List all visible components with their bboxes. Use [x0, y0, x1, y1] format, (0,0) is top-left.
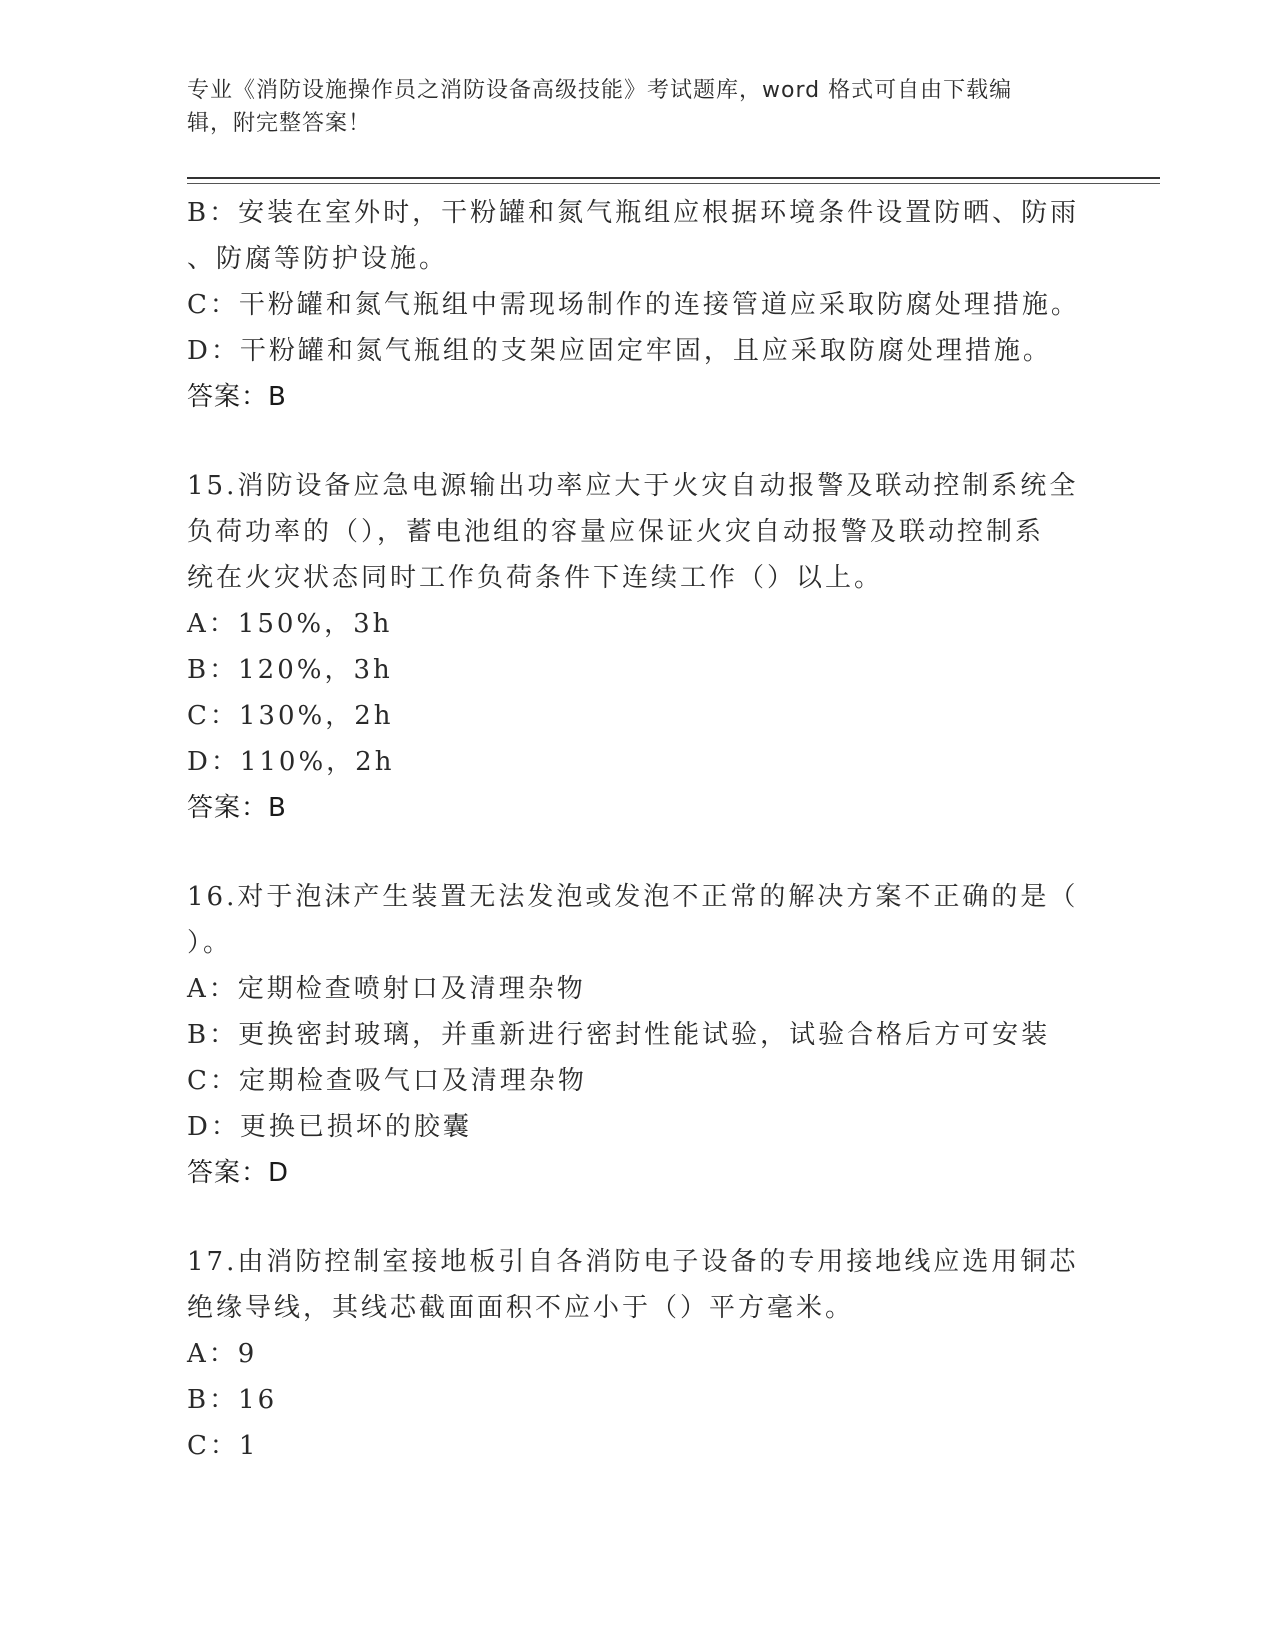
question-16 [187, 874, 1087, 1196]
header-divider-thick [187, 177, 1160, 179]
spacer [187, 1196, 1087, 1239]
option-c: C：定期检查吸气口及清理杂物 [187, 1066, 587, 1096]
spacer [187, 831, 1087, 874]
option-c: C：干粉罐和氮气瓶组中需现场制作的连接管道应采取防腐处理措施。 [187, 290, 1080, 320]
option-b-line-1: B：安装在室外时，干粉罐和氮气瓶组应根据环境条件设置防晒、防雨 [187, 198, 1080, 228]
option-a: A：150%，3h [187, 609, 393, 639]
question-stem-line-1: 15.消防设备应急电源输出功率应大于火灾自动报警及联动控制系统全 [187, 471, 1079, 501]
question-stem-line-1: 16.对于泡沫产生装置无法发泡或发泡不正常的解决方案不正确的是（ [187, 882, 1079, 912]
question-stem-line-2: 绝缘导线，其线芯截面面积不应小于（）平方毫米。 [187, 1293, 855, 1323]
option-a: A：9 [187, 1339, 258, 1369]
option-a: A：定期检查喷射口及清理杂物 [187, 974, 586, 1004]
answer: 答案：B [187, 382, 287, 412]
option-d: D：更换已损坏的胶囊 [187, 1112, 472, 1142]
spacer [187, 420, 1087, 463]
question-17 [187, 1239, 1087, 1469]
header-line-1: 专业《消防设施操作员之消防设备高级技能》考试题库，word 格式可自由下载编 [187, 78, 1013, 103]
option-d: D：干粉罐和氮气瓶组的支架应固定牢固，且应采取防腐处理措施。 [187, 336, 1052, 366]
question-stem-line-2: 负荷功率的（），蓄电池组的容量应保证火灾自动报警及联动控制系 [187, 517, 1045, 547]
option-b-line-2: 、防腐等防护设施。 [187, 244, 449, 274]
question-14 [187, 190, 1087, 420]
question-stem-line-3: 统在火灾状态同时工作负荷条件下连续工作（）以上。 [187, 563, 884, 593]
option-b: B：120%，3h [187, 655, 393, 685]
answer: 答案：B [187, 793, 287, 823]
option-c: C：130%，2h [187, 701, 394, 731]
question-stem-line-2: ）。 [187, 928, 233, 958]
option-c: C：1 [187, 1431, 259, 1461]
answer: 答案：D [187, 1158, 290, 1188]
question-15 [187, 463, 1087, 831]
question-list [187, 190, 1087, 1469]
option-d: D：110%，2h [187, 747, 395, 777]
option-b: B：更换密封玻璃，并重新进行密封性能试验，试验合格后方可安装 [187, 1020, 1051, 1050]
option-b: B：16 [187, 1385, 278, 1415]
document-header [187, 74, 1087, 140]
header-divider-thin [187, 183, 1160, 184]
question-stem-line-1: 17.由消防控制室接地板引自各消防电子设备的专用接地线应选用铜芯 [187, 1247, 1079, 1277]
header-line-2: 辑，附完整答案！ [187, 111, 372, 136]
